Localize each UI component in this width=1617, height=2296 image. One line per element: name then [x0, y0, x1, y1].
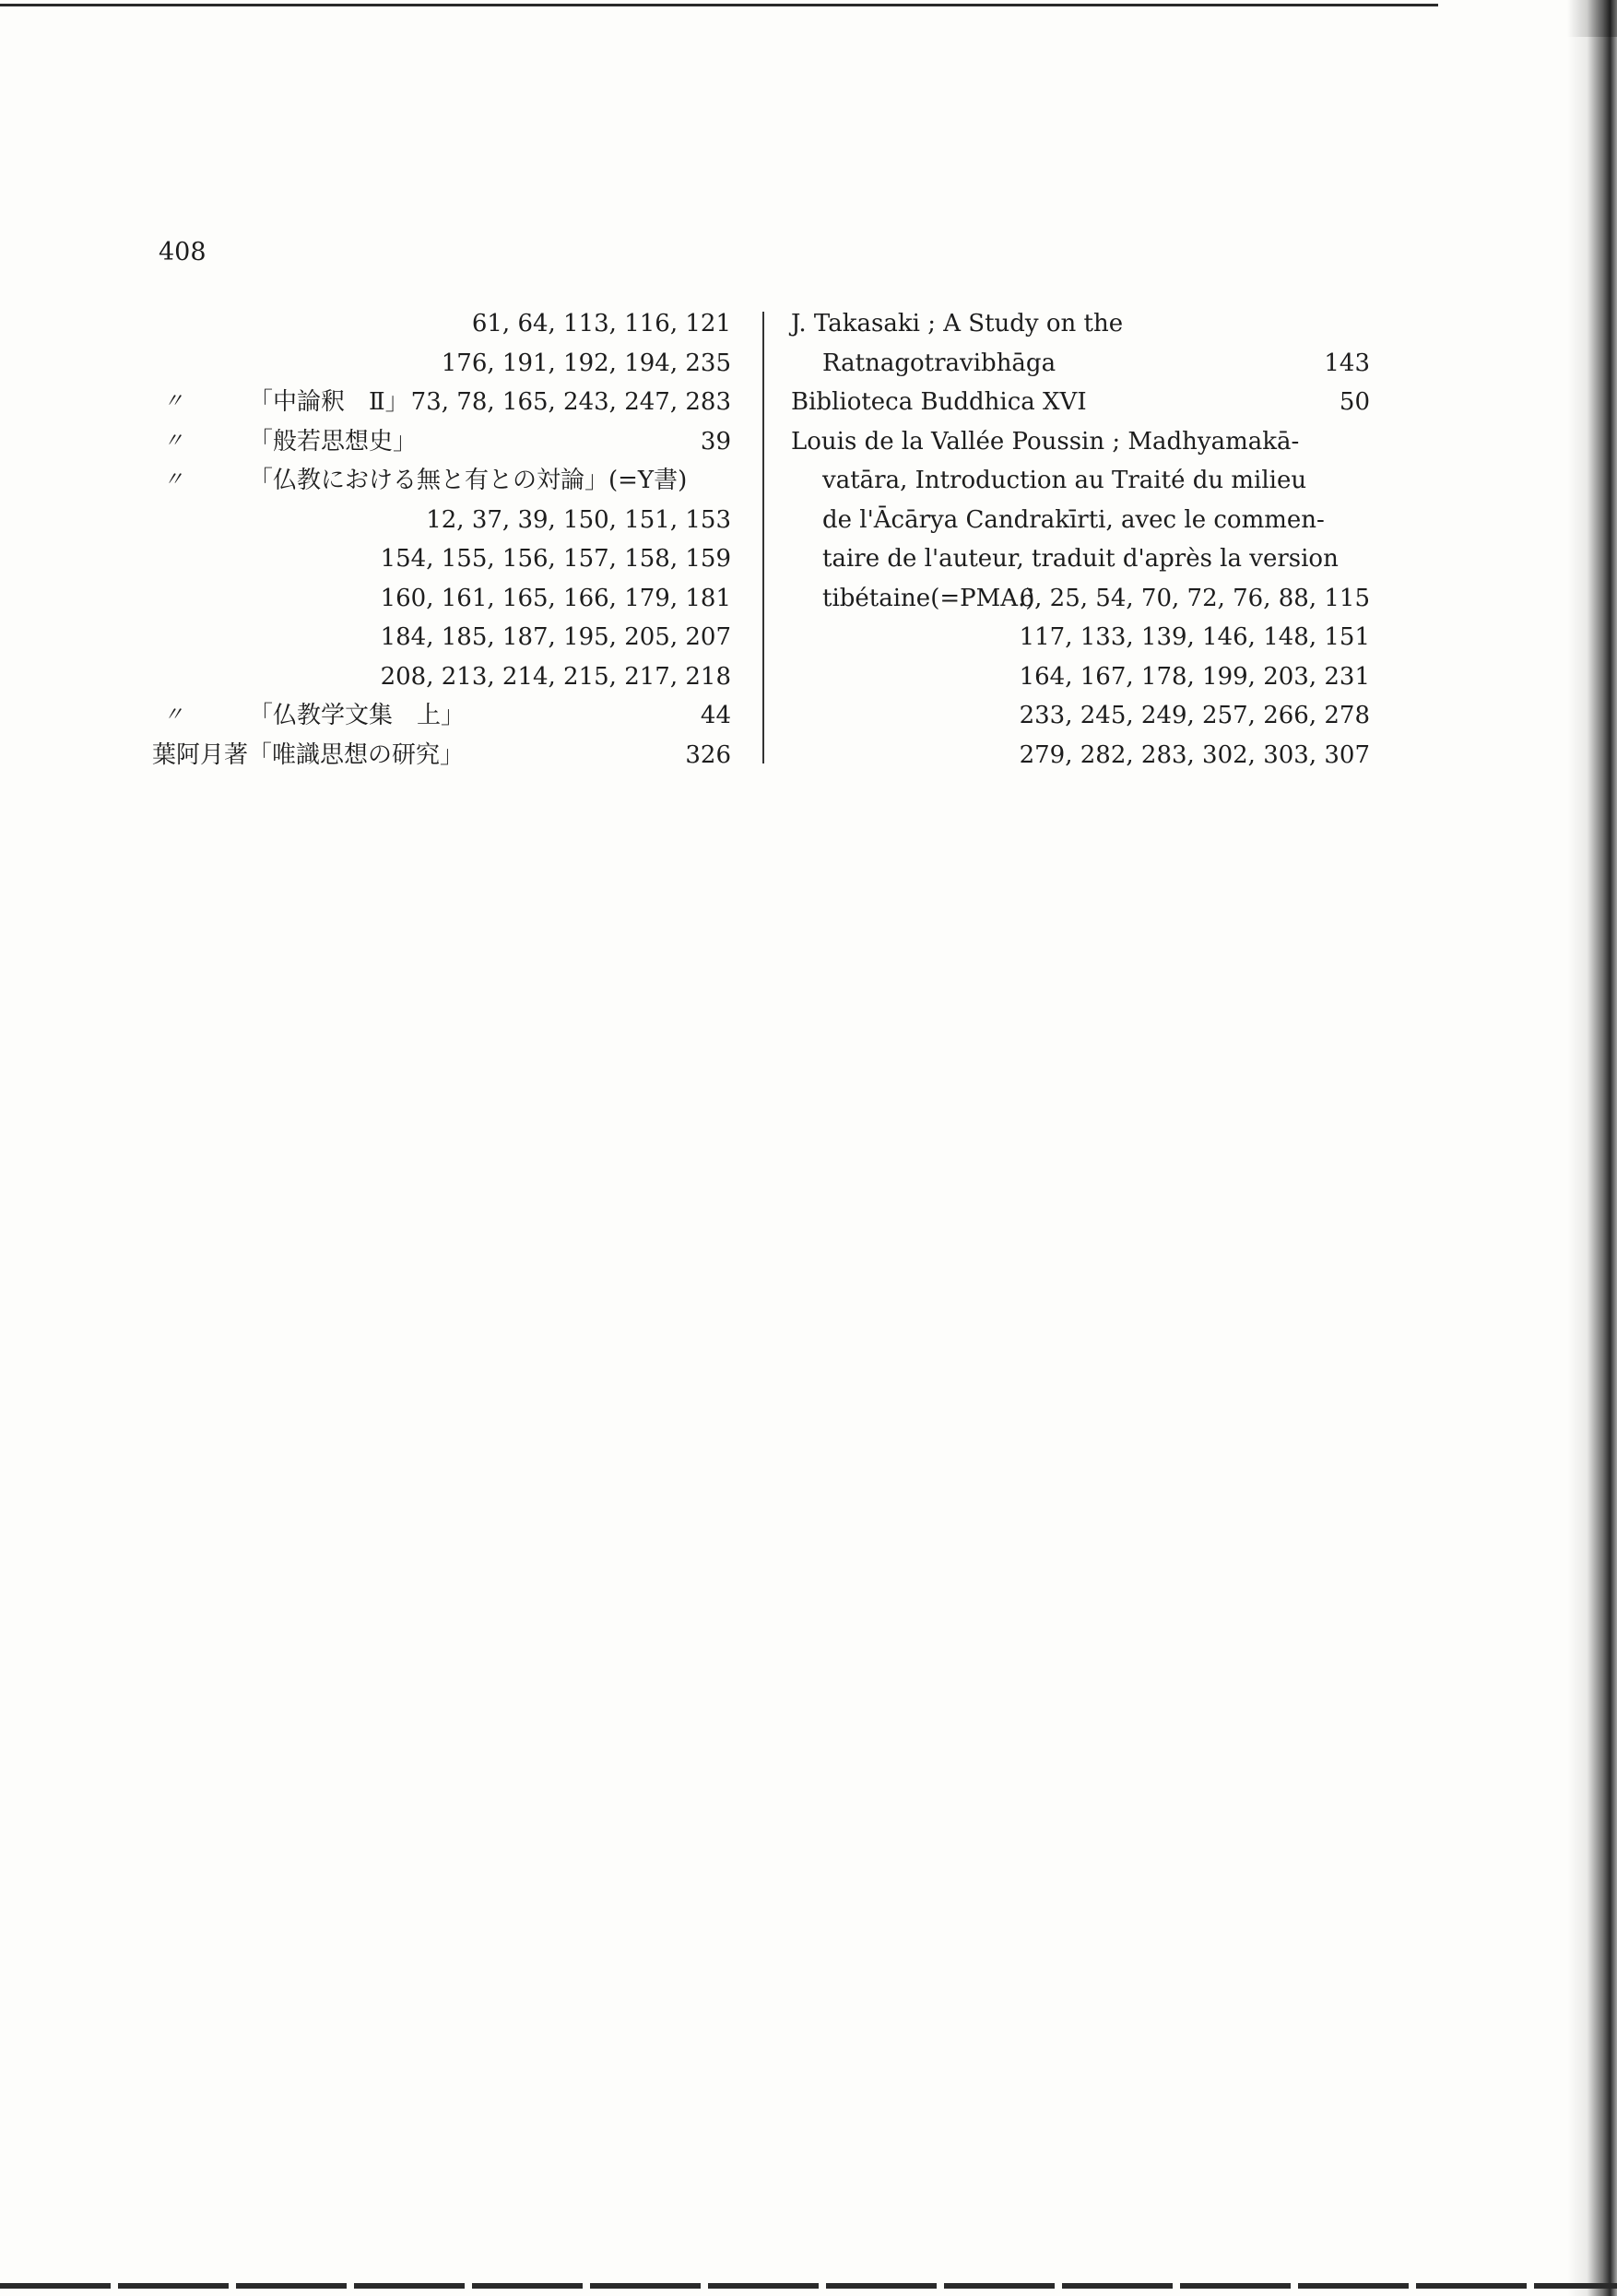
- entry-title: 「中論釈 Ⅱ」: [249, 388, 409, 416]
- entry-title: 「仏教における無と有との対論」(=Y書): [249, 467, 688, 494]
- entry-title: 「般若思想史」: [249, 427, 418, 456]
- index-entry: [791, 383, 1370, 422]
- page-references: 164, 167, 178, 199, 203, 231: [1019, 662, 1370, 691]
- entry-title: 「仏教学文集 上」: [249, 702, 466, 729]
- page-references: 160, 161, 165, 166, 179, 181: [380, 584, 731, 612]
- ditto-mark: 〃: [163, 704, 184, 727]
- index-entry: [791, 539, 1370, 579]
- spine-shadow-band: [1567, 0, 1617, 37]
- index-entry: [152, 422, 731, 462]
- index-line: [791, 736, 1370, 775]
- page-references: 61, 64, 113, 116, 121: [471, 310, 731, 337]
- entry-title: tibétaine(=PMA.): [822, 584, 1035, 612]
- index-line: [791, 696, 1370, 736]
- entry-title: J. Takasaki ; A Study on the: [791, 310, 1124, 337]
- index-entry: [152, 736, 731, 775]
- index-entry: [791, 579, 1370, 619]
- page-number: 408: [159, 238, 207, 266]
- entry-title: vatāra, Introduction au Traité du milieu: [822, 467, 1307, 494]
- index-line: [791, 618, 1370, 657]
- bottom-scan-rule: [0, 2283, 1617, 2289]
- ditto-mark: 〃: [163, 390, 184, 413]
- index-line: [152, 618, 731, 657]
- index-entry: [152, 461, 731, 501]
- page-references: 12, 37, 39, 150, 151, 153: [426, 505, 731, 534]
- ditto-mark: 〃: [163, 429, 184, 453]
- index-line: [152, 344, 731, 384]
- page-references: 233, 245, 249, 257, 266, 278: [1019, 702, 1370, 729]
- index-right-column: [791, 304, 1370, 775]
- index-line: [152, 579, 731, 619]
- page-references: 184, 185, 187, 195, 205, 207: [380, 623, 731, 651]
- page-references: 154, 155, 156, 157, 158, 159: [380, 545, 731, 573]
- ditto-mark: 〃: [163, 468, 184, 491]
- page-references: 143: [1324, 349, 1370, 377]
- page-references: 208, 213, 214, 215, 217, 218: [380, 662, 731, 691]
- entry-title: de l'Ācārya Candrakīrti, avec le commen-: [822, 505, 1325, 534]
- column-divider: [762, 312, 764, 763]
- index-entry: [791, 501, 1370, 540]
- index-entry: [791, 304, 1370, 344]
- index-line: [152, 539, 731, 579]
- index-line: [152, 501, 731, 540]
- index-entry: [152, 383, 731, 422]
- index-line: [152, 657, 731, 697]
- entry-title: Ratnagotravibhāga: [822, 349, 1056, 377]
- index-line: [791, 657, 1370, 697]
- entry-title: Biblioteca Buddhica XVI: [791, 388, 1087, 416]
- index-entry: [791, 344, 1370, 384]
- index-entry: [791, 422, 1370, 462]
- index-entry: [791, 461, 1370, 501]
- index-line: [152, 304, 731, 344]
- page-references: 117, 133, 139, 146, 148, 151: [1019, 623, 1370, 651]
- index-entry: [152, 696, 731, 736]
- page-references: 326: [685, 740, 731, 769]
- page-references: 176, 191, 192, 194, 235: [441, 349, 731, 377]
- book-spine-shadow: [1567, 0, 1617, 2296]
- page-references: 73, 78, 165, 243, 247, 283: [410, 388, 731, 416]
- page-references: 44: [700, 702, 731, 729]
- index-left-column: [152, 304, 731, 775]
- entry-title: taire de l'auteur, traduit d'après la version: [822, 545, 1339, 573]
- entry-title: Louis de la Vallée Poussin ; Madhyamakā-: [791, 427, 1300, 456]
- top-scan-rule: [0, 4, 1438, 6]
- page-references: 279, 282, 283, 302, 303, 307: [1019, 740, 1370, 769]
- page-references: 39: [700, 427, 731, 456]
- page-references: 50: [1339, 388, 1370, 416]
- entry-title: 葉阿月著「唯識思想の研究」: [152, 740, 465, 769]
- page-references: 6, 25, 54, 70, 72, 76, 88, 115: [1019, 584, 1370, 612]
